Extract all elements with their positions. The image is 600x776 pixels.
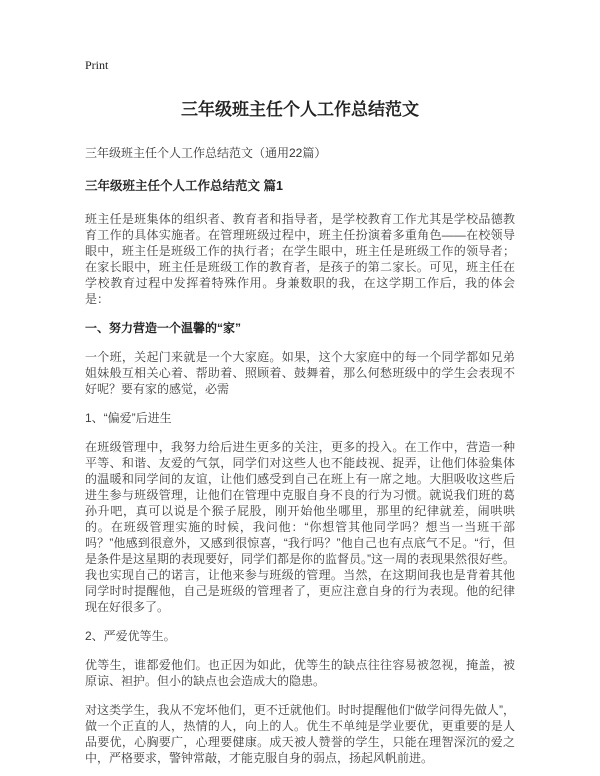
- paragraph-top-students-flaws: 优等生，谁都爱他们。也正因为如此，优等生的缺点往往容易被忽视，掩盖，被原谅、袒护。但小的缺点也会造成大的隐患。: [85, 658, 515, 689]
- paragraph-top-students-requirements: 对这类学生，我从不宠坏他们，更不迁就他们。时时提醒他们“做学问得先做人”，做一个正直的人，热情的人，向上的人。优生不单纯是学业要优，更重要的是人品要优，心胸要广，心理要健康。成天被人赞誉的学生，只能在理智深沉的爱之中，严格要求，警钟常敲，才能克服自身的弱点，扬起风帆前进。: [85, 703, 515, 766]
- paragraph-slow-students: 在班级管理中，我努力给后进生更多的关注，更多的投入。在工作中，营造一种平等、和谐、友爱的气氛，同学们对这些人也不能歧视、捉弄，让他们体验集体的温暖和同学间的友谊，让他们感受到自己在班上有一席之地。大胆吸收这些后进生参与班级管理，让他们在管理中克服自身不良的行为习惯。就说我们班的葛孙升吧，真可以说是个猴子屁股，刚开始他坐哪里，那里的纪律就差，闹哄哄的。在班级管理实施的时候，我问他：“你想管其他同学吗？想当一当班干部吗？”他感到很意外，又感到很惊喜，“我行吗？”他自己也有点底气不足。“行，但是条件是这星期的表现要好，同学们都是你的监督员。”这一周的表现果然很好些。我也实现自己的诺言，让他来参与班级的管理。当然，在这期间我也是背着其他同学时时提醒他，自己是班级的管理者了，更应注意自身的行为表现。他的纪律现在好很多了。: [85, 440, 515, 615]
- sub-heading-strict-love-top-students: 2、严爱优等生。: [85, 629, 176, 644]
- document-subtitle: 三年级班主任个人工作总结范文（通用22篇）: [85, 146, 327, 161]
- section-heading: 三年级班主任个人工作总结范文 篇1: [85, 178, 283, 193]
- print-button[interactable]: Print: [85, 58, 109, 72]
- paragraph-intro: 班主任是班集体的组织者、教育者和指导者，是学校教育工作尤其是学校品德教育工作的具体实施者。在管理班级过程中，班主任扮演着多重角色——在校领导眼中，班主任是班级工作的执行者；在学生眼中，班主任是班级工作的领导者；在家长眼中，班主任是班级工作的教育者，是孩子的第二家长。可见，班主任在学校教育过程中发挥着特殊作用。身兼数职的我，在这学期工作后，我的体会是：: [85, 212, 515, 307]
- page-title: 三年级班主任个人工作总结范文: [181, 100, 419, 119]
- paragraph-family: 一个班，关起门来就是一个大家庭。如果，这个大家庭中的每一个同学都如兄弟姐妹般互相关心着、帮助着、照顾着、鼓舞着，那么何愁班级中的学生会表现不好呢？要有家的感觉，必需: [85, 350, 515, 397]
- sub-heading-warm-home: 一、努力营造一个温馨的“家”: [85, 321, 242, 336]
- sub-heading-favor-slow-students: 1、“偏爱”后进生: [85, 411, 172, 426]
